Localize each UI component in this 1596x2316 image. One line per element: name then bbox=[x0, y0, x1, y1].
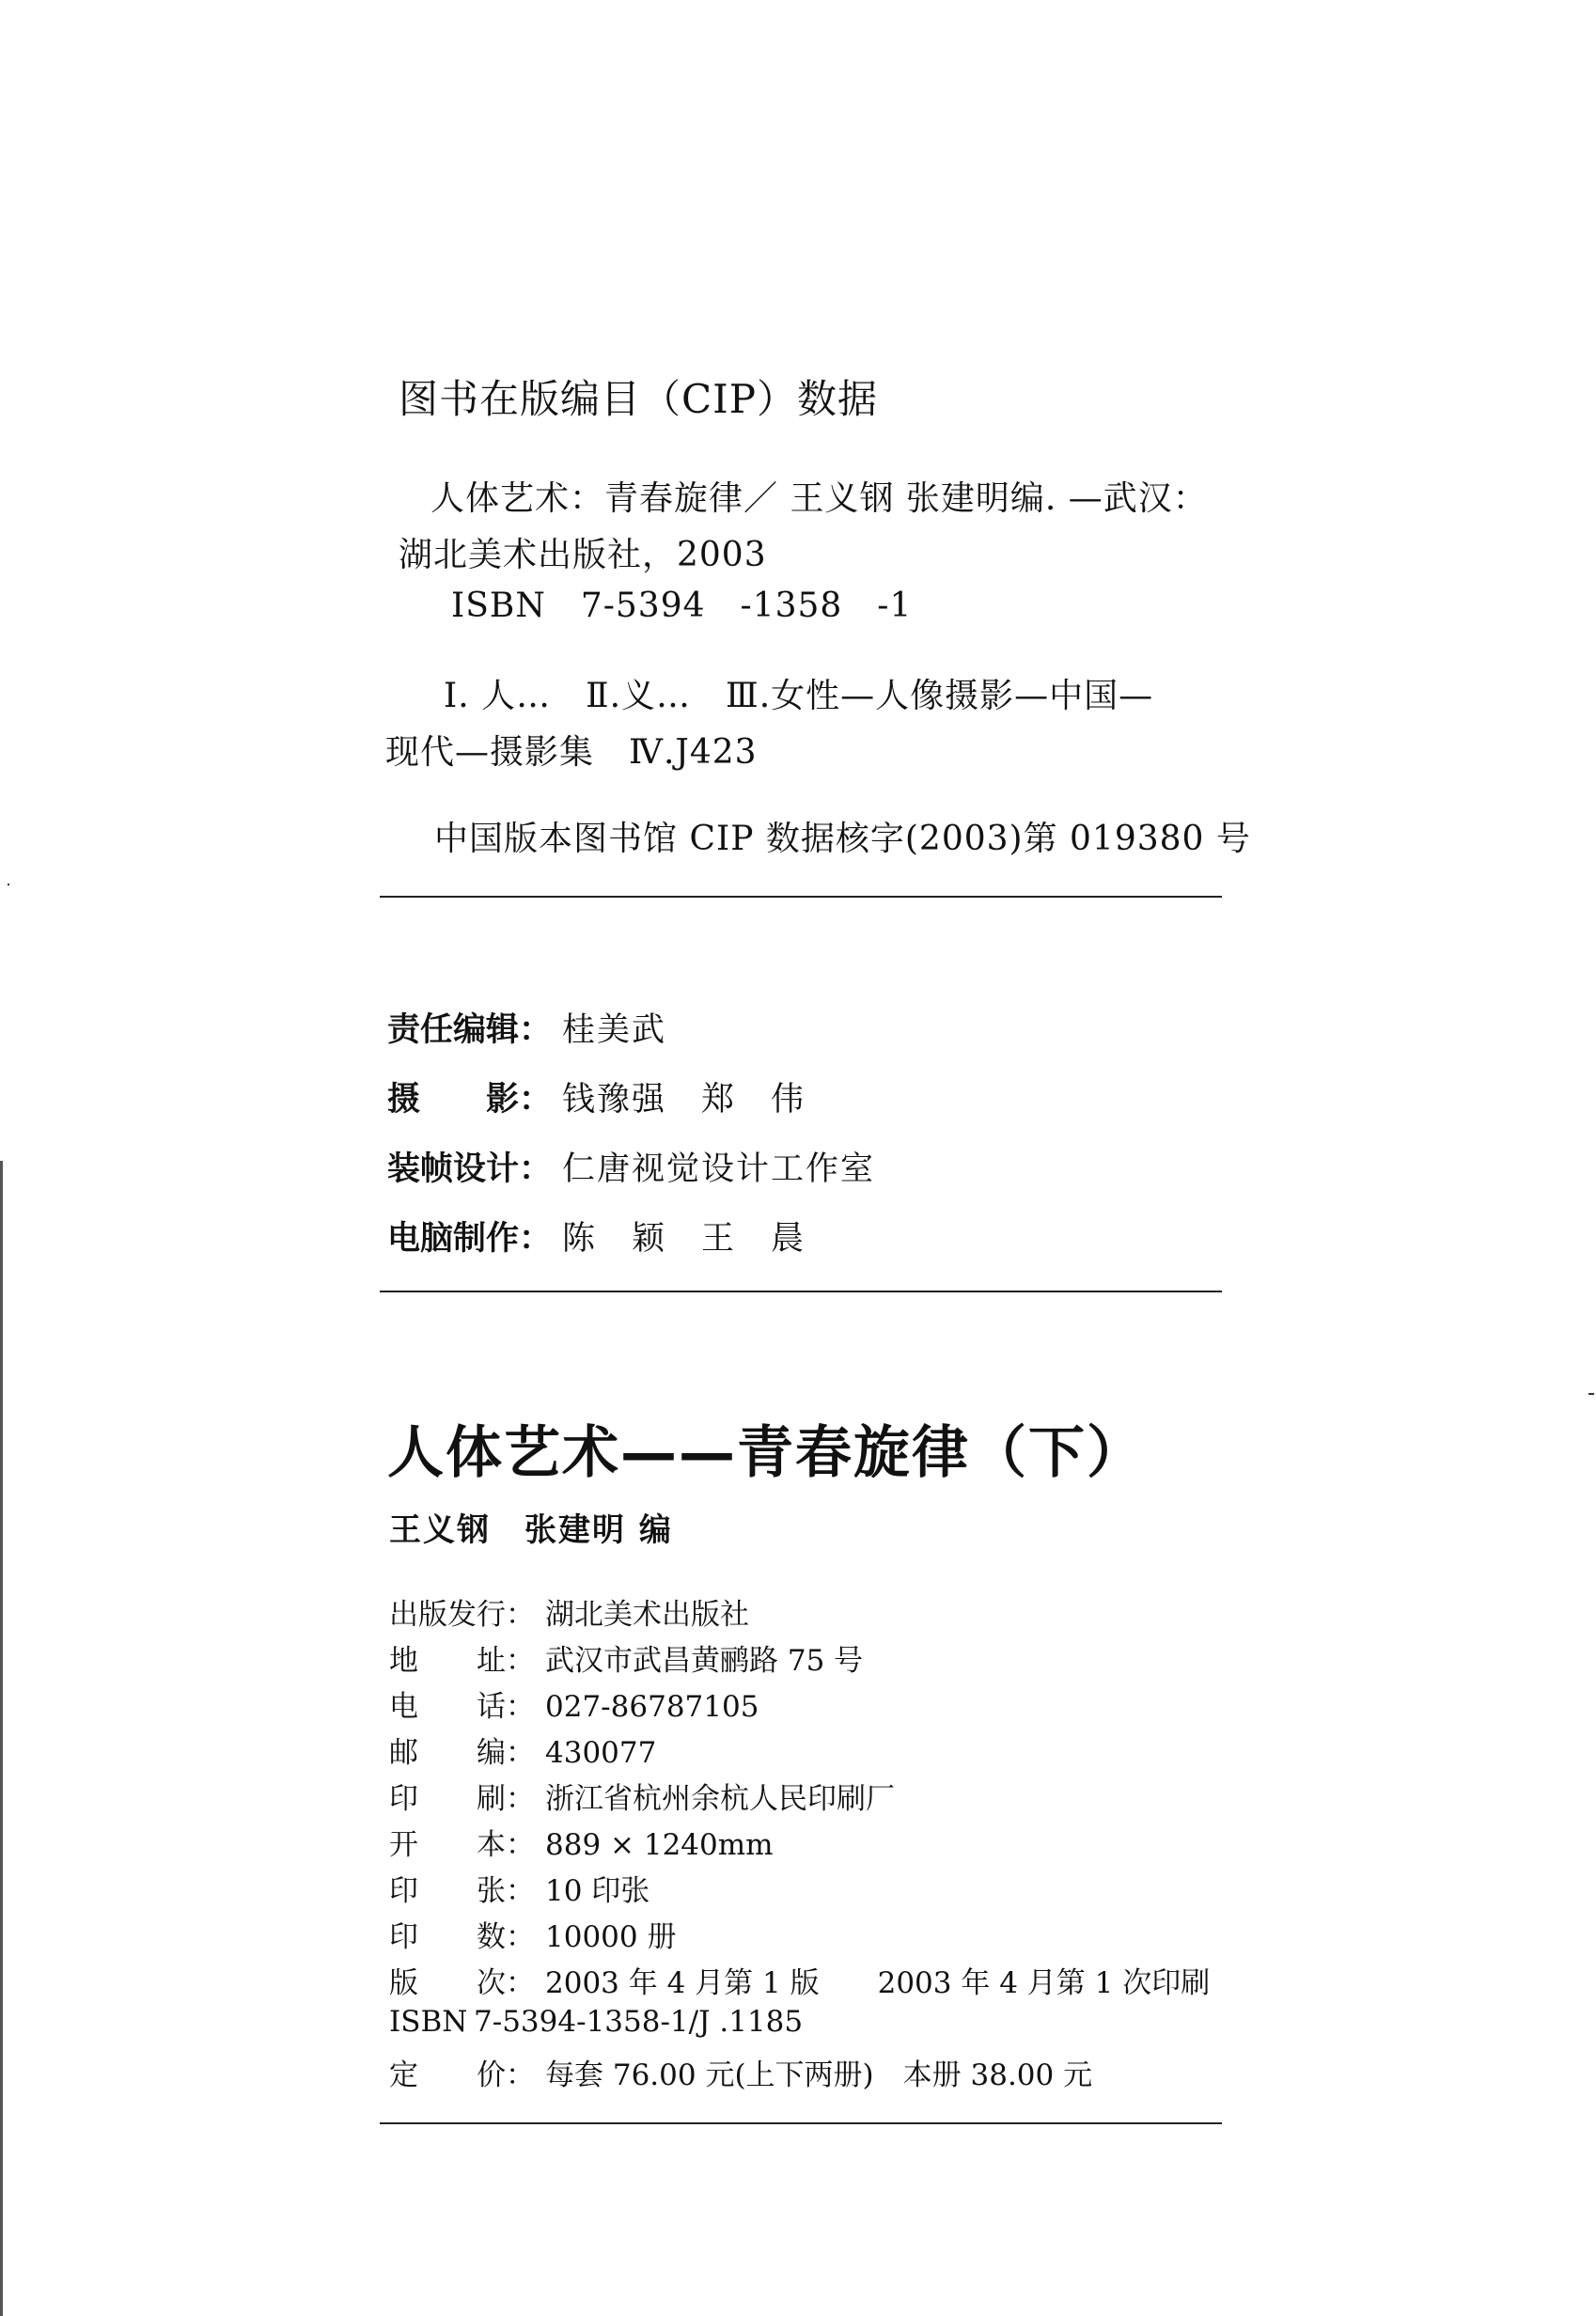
imprint-label: 开 本： bbox=[389, 1828, 535, 1862]
credit-label: 摄 影： bbox=[387, 1081, 553, 1119]
imprint-row bbox=[389, 1913, 676, 1955]
imprint-label: 地 址： bbox=[389, 1644, 535, 1678]
imprint-label: ISBN bbox=[389, 2005, 468, 2039]
imprint-label: 出版发行： bbox=[389, 1598, 535, 1632]
cip-heading: 图书在版编目（CIP）数据 bbox=[399, 376, 878, 422]
credit-label: 装帧设计： bbox=[387, 1150, 553, 1188]
imprint-value: 027-86787105 bbox=[545, 1690, 759, 1724]
credit-label: 责任编辑： bbox=[387, 1011, 553, 1049]
imprint-value: 武汉市武昌黄鹂路 75 号 bbox=[545, 1644, 864, 1678]
divider-rule bbox=[380, 2122, 1222, 2124]
imprint-row bbox=[389, 1590, 749, 1633]
imprint-row bbox=[389, 1636, 863, 1679]
imprint-label: 版 次： bbox=[389, 1966, 535, 2000]
imprint-value: 每套 76.00 元(上下两册) 本册 38.00 元 bbox=[545, 2058, 1093, 2092]
scan-speck bbox=[8, 884, 9, 885]
imprint-label: 印 刷： bbox=[389, 1782, 535, 1816]
imprint-value: 2003 年 4 月第 1 版 2003 年 4 月第 1 次印刷 bbox=[545, 1966, 1211, 2000]
imprint-row bbox=[389, 1867, 649, 1909]
imprint-label: 电 话： bbox=[389, 1690, 535, 1724]
credit-row bbox=[387, 1213, 806, 1260]
imprint-value: 7-5394-1358-1/J .1185 bbox=[474, 2005, 804, 2039]
imprint-row bbox=[389, 2051, 1092, 2093]
imprint-value: 430077 bbox=[545, 1736, 657, 1770]
cip-line-classification: Ⅰ. 人… Ⅱ.义… Ⅲ.女性—人像摄影—中国— bbox=[444, 677, 1154, 715]
imprint-value: 湖北美术出版社 bbox=[545, 1598, 749, 1632]
credit-row bbox=[387, 1004, 666, 1051]
cip-line-library-number: 中国版本图书馆 CIP 数据核字(2003)第 019380 号 bbox=[434, 820, 1251, 858]
divider-rule bbox=[380, 896, 1222, 898]
imprint-row bbox=[389, 2005, 803, 2039]
imprint-label: 印 张： bbox=[389, 1874, 535, 1908]
imprint-value: 10 印张 bbox=[545, 1874, 650, 1908]
cip-line-isbn: ISBN 7-5394 -1358 -1 bbox=[451, 587, 913, 625]
imprint-value: 10000 册 bbox=[545, 1920, 677, 1954]
cip-line-title: 人体艺术：青春旋律／ 王义钢 张建明编. —武汉： bbox=[430, 479, 1208, 518]
credit-value: 仁唐视觉设计工作室 bbox=[562, 1150, 876, 1188]
imprint-row bbox=[389, 1821, 774, 1863]
divider-rule bbox=[380, 1291, 1222, 1292]
credit-value: 桂美武 bbox=[562, 1011, 667, 1049]
credit-label: 电脑制作： bbox=[387, 1220, 553, 1258]
scan-edge-line bbox=[0, 1161, 3, 2316]
book-editors: 王义钢 张建明 编 bbox=[389, 1511, 673, 1549]
credit-row bbox=[387, 1143, 875, 1190]
credit-row bbox=[387, 1073, 806, 1120]
imprint-label: 邮 编： bbox=[389, 1736, 535, 1770]
imprint-row bbox=[389, 1682, 759, 1725]
imprint-row bbox=[389, 1729, 656, 1771]
imprint-row bbox=[389, 1959, 1210, 2001]
imprint-label: 印 数： bbox=[389, 1920, 535, 1954]
imprint-row bbox=[389, 1775, 895, 1817]
imprint-label: 定 价： bbox=[389, 2058, 535, 2092]
scan-speck bbox=[1588, 1393, 1594, 1395]
credit-value: 陈 颖 王 晨 bbox=[562, 1220, 806, 1258]
cip-line-classification-cont: 现代—摄影集 Ⅳ.J423 bbox=[385, 733, 758, 772]
credit-value: 钱豫强 郑 伟 bbox=[562, 1081, 806, 1119]
imprint-value: 浙江省杭州余杭人民印刷厂 bbox=[545, 1782, 895, 1816]
imprint-value: 889 × 1240mm bbox=[545, 1828, 774, 1862]
book-title: 人体艺术——青春旋律（下） bbox=[387, 1420, 1145, 1486]
cip-line-publisher: 湖北美术出版社，2003 bbox=[399, 536, 767, 574]
